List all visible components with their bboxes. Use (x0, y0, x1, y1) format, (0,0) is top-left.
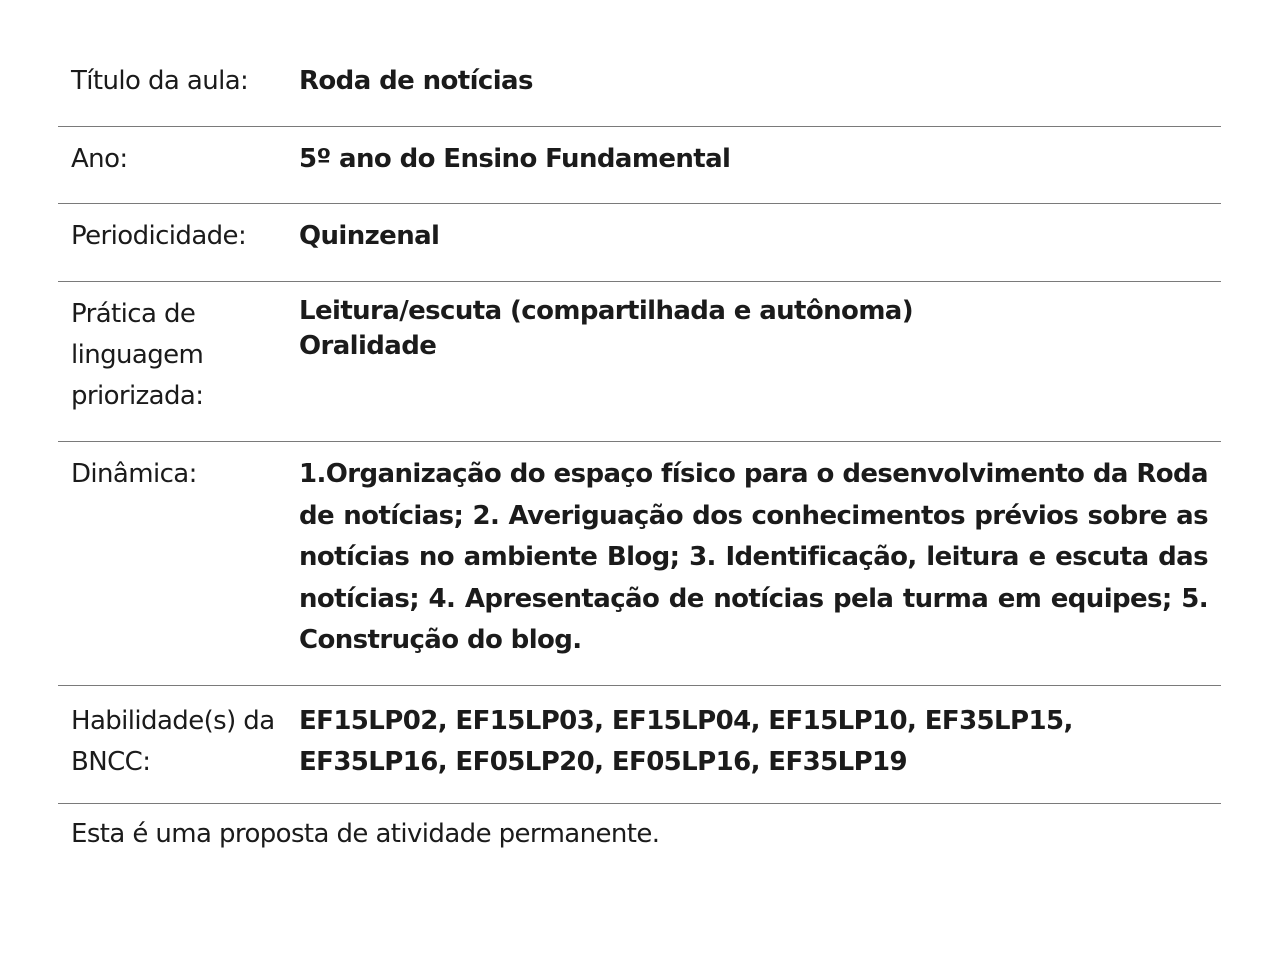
language-practice-value (299, 294, 1221, 364)
practice-reading-listening: Leitura/escuta (compartilhada e autônoma) (299, 296, 914, 326)
bncc-skills-label: Habilidade(s) da BNCC: (71, 706, 275, 777)
periodicity-label: Periodicidade: (71, 221, 247, 251)
year-label: Ano: (71, 144, 128, 174)
language-practice-row (58, 282, 1221, 442)
title-label: Título da aula: (71, 66, 249, 96)
periodicity-row (58, 204, 1221, 282)
title-value: Roda de notícias (299, 66, 533, 96)
lesson-info-table (58, 48, 1221, 855)
dynamics-row (58, 442, 1221, 686)
periodicity-value: Quinzenal (299, 221, 440, 251)
practice-orality: Oralidade (299, 331, 437, 361)
dynamics-label: Dinâmica: (71, 459, 197, 489)
title-row (58, 48, 1221, 127)
permanent-activity-note: Esta é uma proposta de atividade permanente. (71, 819, 660, 849)
year-row (58, 127, 1221, 204)
year-value: 5º ano do Ensino Fundamental (299, 144, 731, 174)
bncc-skills-row (58, 686, 1221, 804)
bncc-skills-value: EF15LP02, EF15LP03, EF15LP04, EF15LP10, EF35LP15, EF35LP16, EF05LP20, EF05LP16, EF35LP19 (299, 706, 1073, 777)
dynamics-value: 1.Organização do espaço físico para o desenvolvimento da Roda de notícias; 2. Averiguação dos conhecimentos prévios sobre as notícias no ambiente Blog; 3. Identificação, leitura e escuta das notícias; 4. Apresentação de notícias pela turma em equipes; 5. Construção do blog. (299, 459, 1208, 656)
language-practice-label: Prática de linguagem priorizada: (71, 299, 204, 411)
